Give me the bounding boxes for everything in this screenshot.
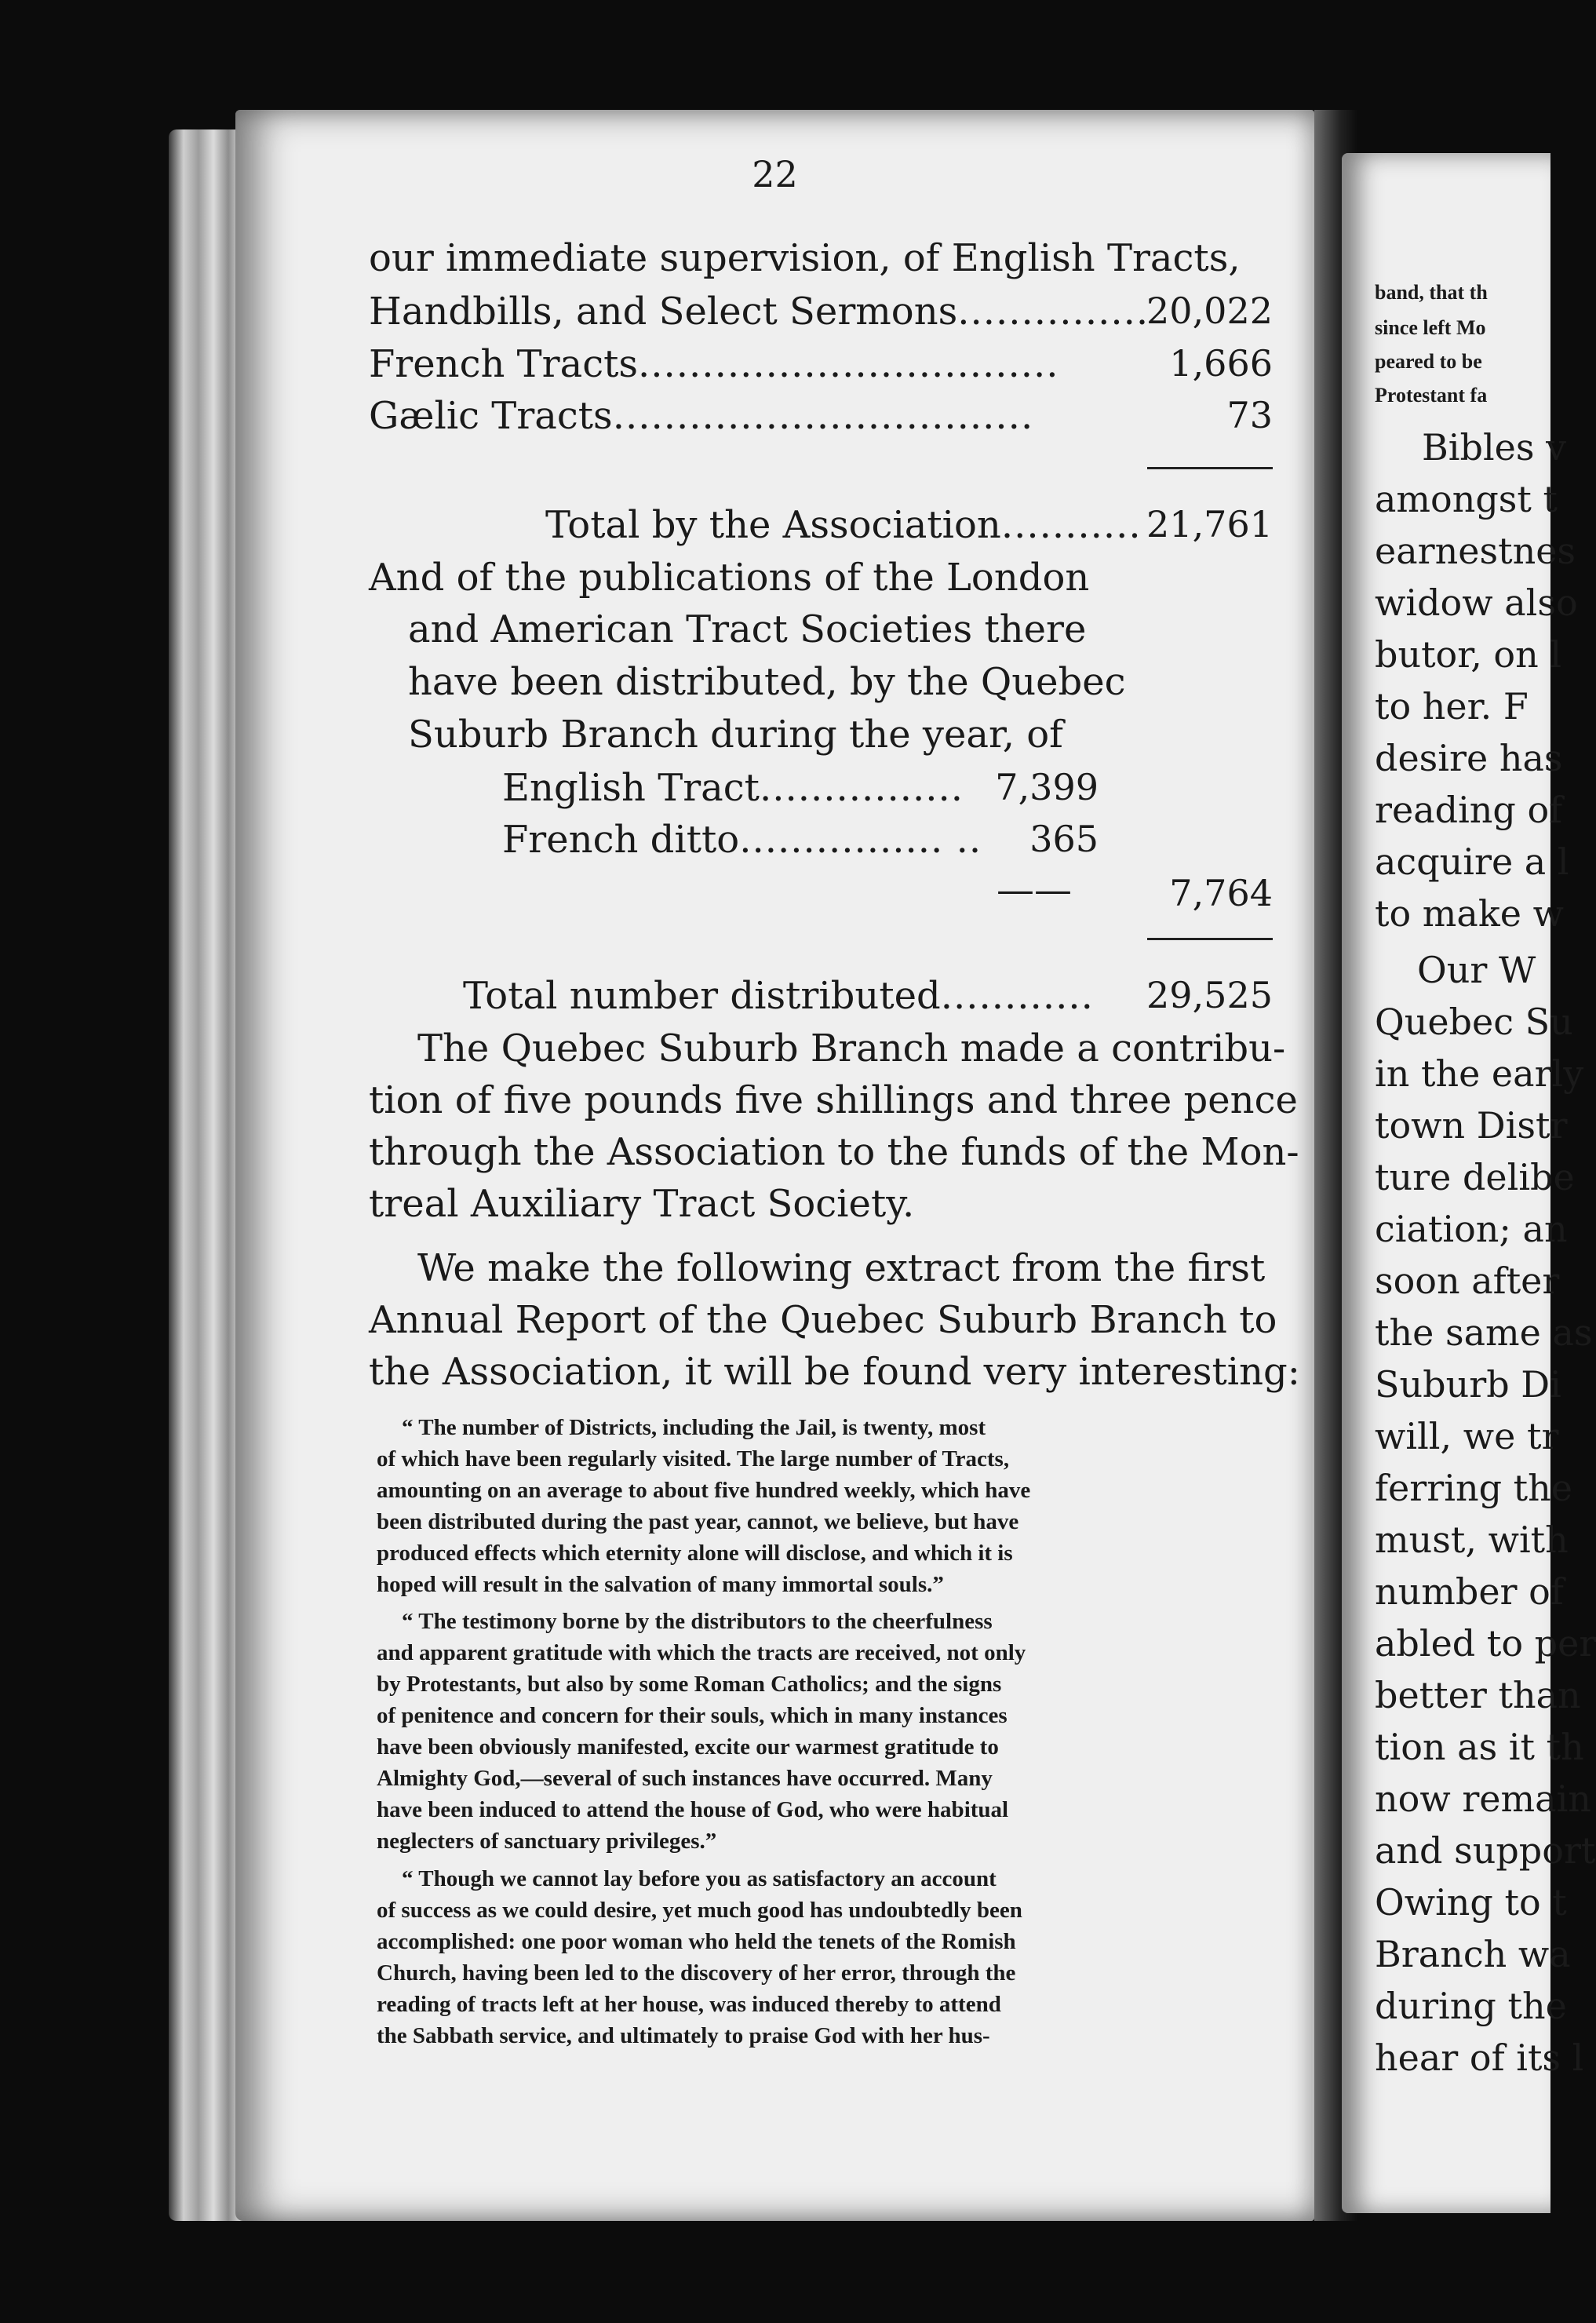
right-small-line: peared to be (1375, 350, 1482, 373)
right-line: number of (1375, 1570, 1564, 1613)
quote-line: “ The testimony borne by the distributors to the cheerfulness (402, 1609, 993, 1634)
quote-line: Church, having been led to the discovery of her error, through the (377, 1960, 1016, 1986)
right-line: the same as (1375, 1311, 1593, 1354)
page-edges (169, 129, 243, 2221)
item-handbills: Handbills, and Select Sermons............... 20,022 (369, 290, 1273, 334)
right-line: must, with (1375, 1519, 1569, 1561)
london-line-3: have been distributed, by the Quebec (408, 660, 1126, 704)
extract-line-1: We make the following extract from the first (417, 1246, 1266, 1290)
quote-line: have been induced to attend the house of God, who were habitual (377, 1797, 1009, 1822)
right-line: Owing to t (1375, 1881, 1567, 1924)
right-line: ferring the (1375, 1467, 1572, 1509)
contribution-line-4: treal Auxiliary Tract Society. (369, 1182, 915, 1226)
london-line-2: and American Tract Societies there (408, 607, 1087, 651)
right-small-line: band, that th (1375, 281, 1488, 304)
contribution-line-3: through the Association to the funds of the Mon- (369, 1130, 1299, 1174)
right-line: to make w (1375, 892, 1564, 935)
quote-line: amounting on an average to about five hundred weekly, which have (377, 1478, 1031, 1503)
right-line: soon after (1375, 1260, 1560, 1302)
right-line: town Distr (1375, 1104, 1568, 1147)
right-line: butor, on l (1375, 633, 1562, 676)
right-line: ciation; an (1375, 1208, 1568, 1250)
grand-total: Total number distributed............ 29,525 (463, 974, 1273, 1018)
quote-line: reading of tracts left at her house, was induced thereby to attend (377, 1992, 1001, 2017)
right-line: in the early (1375, 1052, 1584, 1095)
sub-item-french: French ditto................ .. 365 (502, 818, 1099, 862)
contribution-line-1: The Quebec Suburb Branch made a contribu- (417, 1027, 1286, 1070)
sub-dash: —— (997, 868, 1072, 912)
right-line: will, we tr (1375, 1415, 1559, 1457)
page-number: 22 (752, 153, 798, 195)
quote-line: neglecters of sanctuary privileges.” (377, 1829, 717, 1854)
quote-line: “ The number of Districts, including the Jail, is twenty, most (402, 1415, 986, 1440)
contribution-line-2: tion of five pounds five shillings and three pence (369, 1078, 1298, 1122)
right-line: Suburb Di (1375, 1363, 1561, 1406)
quote-line: produced effects which eternity alone will disclose, and which it is (377, 1541, 1013, 1566)
total-association: Total by the Association........... 21,761 (545, 503, 1273, 547)
right-line: Our W (1417, 949, 1536, 991)
right-line: to her. F (1375, 685, 1529, 728)
right-line: desire has (1375, 737, 1563, 779)
quote-line: “ Though we cannot lay before you as satisfactory an account (402, 1866, 997, 1891)
right-line: Bibles v (1422, 426, 1567, 469)
right-line: Quebec Su (1375, 1001, 1573, 1043)
right-line: amongst t (1375, 478, 1558, 520)
quote-line: hoped will result in the salvation of many immortal souls.” (377, 1572, 944, 1597)
right-page (1342, 153, 1596, 2213)
item-gaelic-tracts: Gælic Tracts................................. 73 (369, 394, 1273, 438)
quote-line: have been obviously manifested, excite our warmest gratitude to (377, 1734, 999, 1760)
right-line: earnestnes (1375, 530, 1576, 572)
extract-line-3: the Association, it will be found very interesting: (369, 1350, 1300, 1394)
london-line-4: Suburb Branch during the year, of (408, 713, 1063, 757)
sub-item-english: English Tract................ 7,399 (502, 766, 1099, 810)
right-line: ture delibe (1375, 1156, 1575, 1198)
quote-line: of penitence and concern for their souls, which in many instances (377, 1703, 1008, 1728)
right-line: better than (1375, 1674, 1581, 1716)
right-line: tion as it th (1375, 1726, 1584, 1768)
quote-line: been distributed during the past year, cannot, we believe, but have (377, 1509, 1019, 1534)
rule-2 (1147, 938, 1273, 940)
quote-line: accomplished: one poor woman who held the tenets of the Romish (377, 1929, 1016, 1954)
london-line-1: And of the publications of the London (369, 556, 1090, 600)
right-small-line: since left Mo (1375, 316, 1486, 339)
quote-line: and apparent gratitude with which the tracts are received, not only (377, 1640, 1026, 1665)
right-line: hear of its l (1375, 2037, 1584, 2079)
extract-line-2: Annual Report of the Quebec Suburb Branch to (369, 1298, 1277, 1342)
quote-line: of which have been regularly visited. The large number of Tracts, (377, 1446, 1010, 1471)
intro-line: our immediate supervision, of English Tracts, (369, 236, 1241, 280)
right-line: abled to per (1375, 1622, 1596, 1665)
right-line: acquire a l (1375, 841, 1569, 883)
right-line: during the (1375, 1985, 1567, 2027)
item-french-tracts: French Tracts................................. 1,666 (369, 342, 1273, 386)
quote-line: by Protestants, but also by some Roman Catholics; and the signs (377, 1672, 1002, 1697)
right-line: Branch wa (1375, 1933, 1571, 1975)
quote-line: the Sabbath service, and ultimately to praise God with her hus- (377, 2023, 990, 2048)
right-line: widow also (1375, 582, 1578, 624)
right-line: now remain (1375, 1778, 1591, 1820)
left-page (235, 110, 1314, 2221)
rule-1 (1147, 467, 1273, 469)
sub-total: 7,764 (1169, 872, 1273, 914)
quote-line: Almighty God,—several of such instances have occurred. Many (377, 1766, 993, 1791)
right-line: reading of (1375, 789, 1563, 831)
right-small-line: Protestant fa (1375, 384, 1488, 407)
quote-line: of success as we could desire, yet much good has undoubtedly been (377, 1898, 1022, 1923)
right-line: and support (1375, 1829, 1596, 1872)
